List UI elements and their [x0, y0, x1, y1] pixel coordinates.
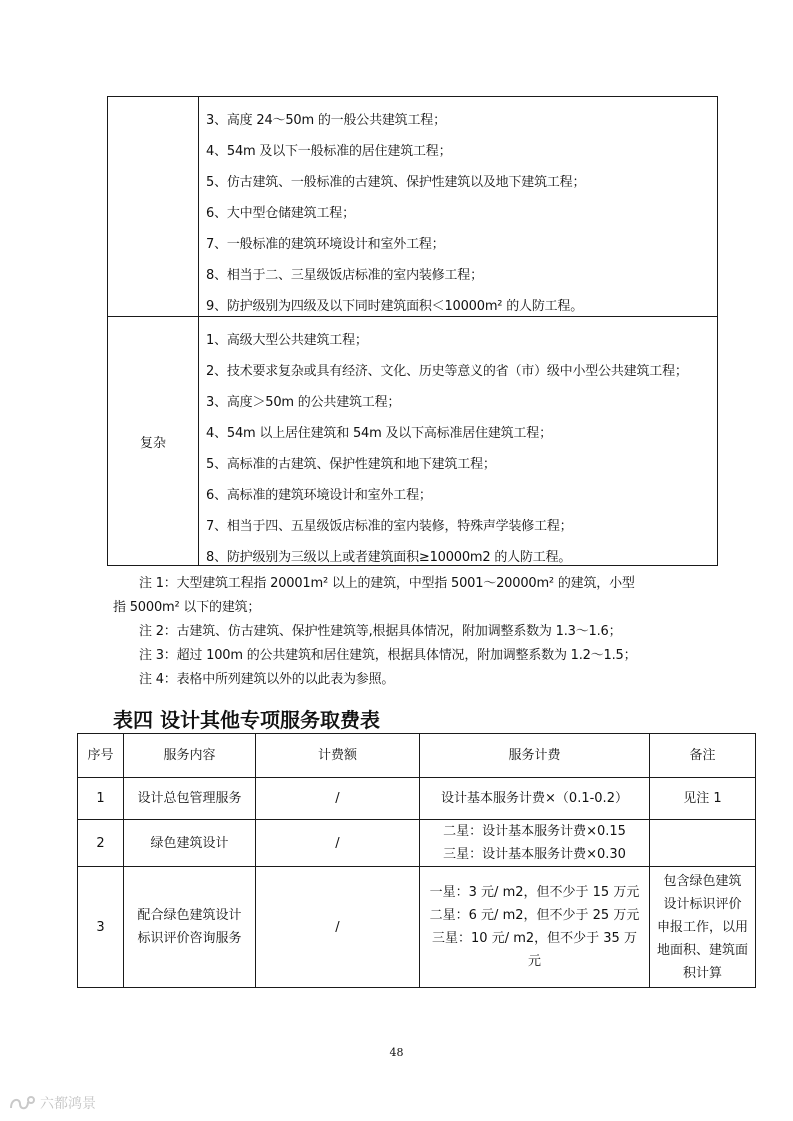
cell-text: 配合绿色建筑设计 — [137, 908, 242, 923]
table-cell — [650, 867, 755, 987]
note-1: 注 1：大型建筑工程指 20001m² 以上的建筑，中型指 5001～20000m² 的建筑，小型 — [139, 576, 635, 591]
table-header-cell: 服务计费 — [508, 748, 561, 763]
table-cell: 1 — [96, 791, 105, 806]
table-header-cell: 服务内容 — [163, 748, 216, 763]
cell-text: 元 — [527, 954, 541, 969]
table-cell — [420, 820, 649, 866]
table-cell: 3 — [96, 919, 105, 935]
cell-text: 设计总包管理服务 — [137, 791, 242, 806]
list-item: 3、高度 24～50m 的一般公共建筑工程； — [206, 113, 446, 128]
page-number: 48 — [389, 1046, 404, 1059]
cell-text: 绿色建筑设计 — [150, 835, 229, 851]
list-item: 8、防护级别为三级以上或者建筑面积≥10000m2 的人防工程。 — [206, 550, 572, 565]
table-cell — [650, 778, 755, 819]
list-item: 9、防护级别为四级及以下同时建筑面积＜10000m² 的人防工程。 — [206, 299, 584, 314]
cell-text: 二星：6 元/ m2，但不少于 25 万元 — [429, 908, 640, 923]
note-4: 注 4：表格中所列建筑以外的以此表为参照。 — [139, 672, 395, 687]
note-1-continued: 指 5000m² 以下的建筑； — [113, 600, 261, 615]
watermark-text: 六都鸿景 — [40, 1096, 96, 1112]
table-header-cell: 计费额 — [317, 748, 357, 763]
cell-text: 积计算 — [682, 965, 722, 981]
note-2: 注 2：古建筑、仿古建筑、保护性建筑等,根据具体情况，附加调整系数为 1.3～1.6； — [139, 624, 622, 639]
list-item: 7、一般标准的建筑环境设计和室外工程； — [206, 237, 445, 252]
design-special-service-fee-table — [77, 733, 756, 988]
list-item: 5、高标准的古建筑、保护性建筑和地下建筑工程； — [206, 457, 496, 472]
table-cell — [650, 820, 755, 866]
list-item: 3、高度＞50m 的公共建筑工程； — [206, 395, 401, 410]
watermark-logo-icon — [8, 1094, 36, 1112]
table-cell: / — [335, 919, 340, 935]
watermark — [8, 1093, 96, 1113]
complex-category-label: 复杂 — [139, 435, 166, 451]
cell-text: 设计基本服务计费×（0.1-0.2） — [441, 791, 628, 806]
list-item: 1、高级大型公共建筑工程； — [206, 333, 368, 348]
list-item: 4、54m 及以下一般标准的居住建筑工程； — [206, 144, 452, 159]
cell-text: 二星：设计基本服务计费×0.15 — [443, 824, 626, 839]
list-item: 8、相当于二、三星级饭店标准的室内装修工程； — [206, 268, 483, 283]
list-item: 6、大中型仓储建筑工程； — [206, 206, 355, 221]
cell-text: 三星：设计基本服务计费×0.30 — [443, 847, 626, 862]
list-item: 6、高标准的建筑环境设计和室外工程； — [206, 488, 432, 503]
table-cell: / — [335, 835, 340, 851]
cell-text: 见注 1 — [683, 791, 722, 806]
list-item: 5、仿古建筑、一般标准的古建筑、保护性建筑以及地下建筑工程； — [206, 175, 586, 190]
list-item: 7、相当于四、五星级饭店标准的室内装修，特殊声学装修工程； — [206, 519, 573, 534]
table-cell — [420, 867, 649, 987]
table-cell — [124, 820, 255, 866]
list-item: 4、54m 以上居住建筑和 54m 及以下高标准居住建筑工程； — [206, 426, 552, 441]
table-header-cell: 序号 — [87, 748, 114, 763]
cell-text: 三星：10 元/ m2，但不少于 35 万 — [432, 931, 637, 946]
cell-text: 申报工作，以用 — [656, 919, 748, 935]
table-cell: / — [335, 791, 340, 806]
note-3: 注 3：超过 100m 的公共建筑和居住建筑，根据具体情况，附加调整系数为 1.2～1.5； — [139, 648, 637, 663]
table-divider — [198, 97, 199, 565]
building-complexity-table — [107, 96, 718, 566]
cell-text: 设计标识评价 — [663, 896, 742, 912]
table-header-cell: 备注 — [689, 748, 716, 763]
cell-text: 一星：3 元/ m2，但不少于 15 万元 — [429, 885, 640, 900]
table-cell: 2 — [96, 835, 105, 851]
list-item: 2、技术要求复杂或具有经济、文化、历史等意义的省（市）级中小型公共建筑工程； — [206, 364, 688, 379]
cell-text: 标识评价咨询服务 — [137, 931, 242, 946]
section-title: 表四 设计其他专项服务取费表 — [113, 708, 380, 732]
table-cell — [124, 778, 255, 819]
cell-text: 包含绿色建筑 — [663, 873, 742, 889]
cell-text: 地面积、建筑面 — [656, 942, 748, 958]
table-cell — [124, 867, 255, 987]
table-cell — [420, 778, 649, 819]
table-divider — [108, 316, 717, 317]
